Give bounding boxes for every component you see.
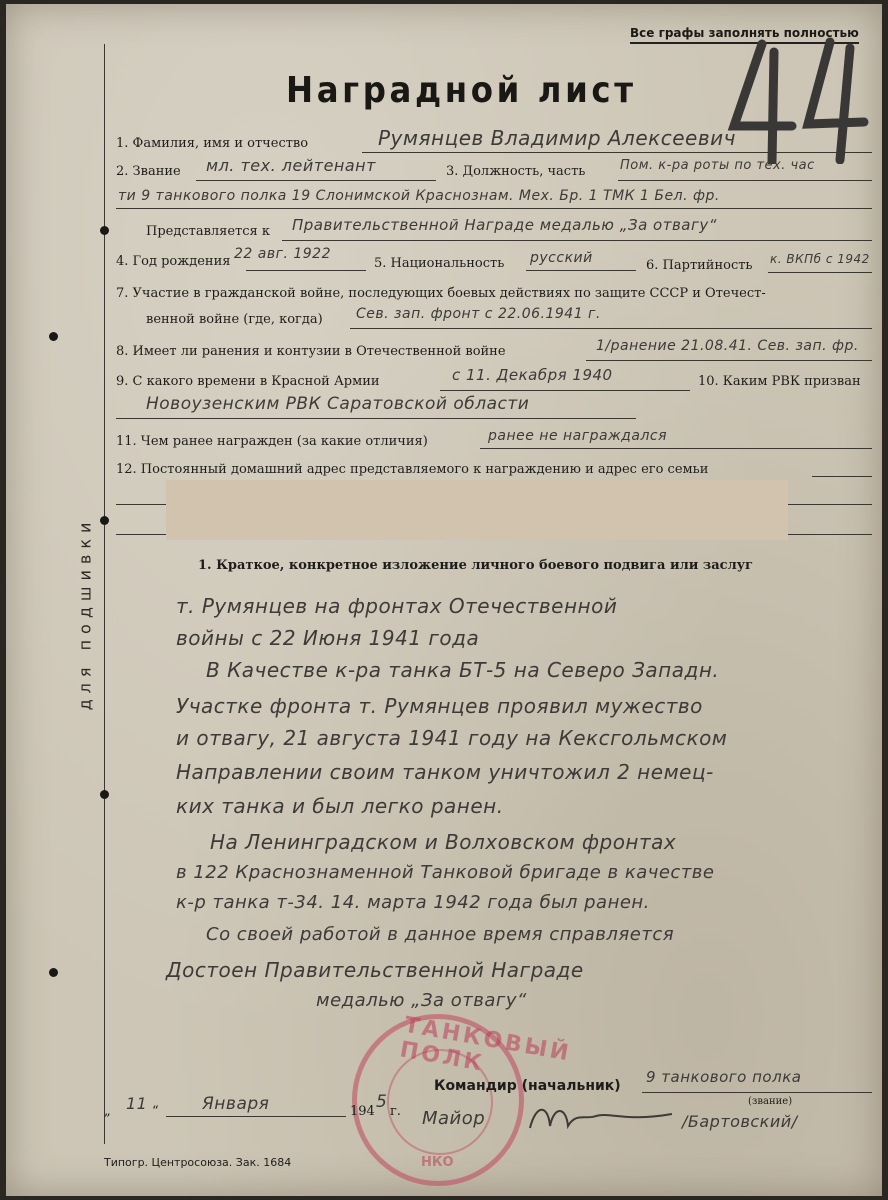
date-month: Января <box>202 1094 270 1114</box>
commander-label: Командир (начальник) <box>434 1078 621 1094</box>
feat-line: войны с 22 Июня 1941 года <box>176 626 480 650</box>
printer-note: Типогр. Центросоюза. Зак. 1684 <box>104 1156 292 1169</box>
field-4-label: 4. Год рождения <box>116 254 231 269</box>
date-year-hand: 5 <box>376 1092 388 1112</box>
field-6-label: 6. Партийность <box>646 258 753 273</box>
binding-label: для подшивки <box>75 516 95 711</box>
feat-line: ких танка и был легко ранен. <box>176 794 504 818</box>
punch-hole <box>100 790 109 799</box>
punch-hole <box>100 516 109 525</box>
field-3-value-a: Пом. к-ра роты по тех. час <box>620 158 815 173</box>
feat-line: В Качестве к-ра танка БТ-5 на Северо Западн. <box>206 658 720 682</box>
field-8-label: 8. Имеет ли ранения и контузии в Отечественной войне <box>116 344 506 359</box>
rank-caption: (звание) <box>748 1096 793 1107</box>
field-3-label: 3. Должность, часть <box>446 164 586 179</box>
presented-value: Правительственной Награде медалью „За отвагу“ <box>292 216 718 234</box>
award-sheet: для подшивки Все графы заполнять полностью Наградной лист 1. Фамилия, имя и отчество Румянцев Владимир Алексеевич 2. Звание мл. тех. лейтенант 3. Должность, часть Пом. к-ра роты по тех. час ти 9 танкового полка 19 Слонимской Краснознам. Мех. Бр. 1 ТМК 1 Бел. фр. Представляется к Правительственной Награде медалью „За отвагу“ 4. Год рождения 22 авг. 1922 5. Национальность русский 6. Партийность к. ВКПб с 1942 7. Участие в гражданской войне, последующих боевых действиях по защите СССР и Отечест- венной войне (где, когда) Сев. зап. фронт с 22.06.1941 г. 8. Имеет ли ранения и контузии в Отечественной войне 1/ранение 21.08.41. Сев. зап. фр. 9. С какого времени в Красной Армии с 11. Декабря 1940 10. Каким РВК призван Новоузенским РВК Саратовской области 11. Чем ранее награжден (за какие отличия) ранее не награждался 12. Постоянный домашний адрес представляемого к награждению и адрес его семьи 1. Краткое, конкретное изложение личного боевого подвига или заслуг т. Румянцев на фронтах Отечественной войны с 22 Июня 1941 года В Качестве к-ра танка БТ-5 на Северо Западн. Участке фронта т. Румянцев проявил мужество и отвагу, 21 августа 1941 году на Кексгольмском Направлении своим танком уничтожил 2 немец- ких танка и был легко ранен. На Ленинградском и Волховском фронтах в 122 Краснознаменной Танковой бригаде в качестве к-р танка т-34. 14. марта 1942 года был ранен. Со своей работой в данное время справляется Достоен Правительственной Награде медалью „За отвагу“ ТАНКОВЫЙ ПОЛК НКО Командир (начальник) 9 танкового полка (звание) „ 11 “ Января 194 5 г. Майор /Бартовский/ Типогр. Центросоюза. Зак. 1684 <box>6 4 882 1196</box>
feat-line: медалью „За отвагу“ <box>316 990 527 1011</box>
field-8-value: 1/ранение 21.08.41. Сев. зап. фр. <box>596 338 859 354</box>
punch-hole <box>100 226 109 235</box>
field-5-value: русский <box>530 250 593 266</box>
field-4-value: 22 авг. 1922 <box>234 246 331 262</box>
feat-line: в 122 Краснознаменной Танковой бригаде в качестве <box>176 862 715 883</box>
feat-line: Направлении своим танком уничтожил 2 немец- <box>176 760 714 784</box>
field-7-label-b: венной войне (где, когда) <box>146 312 323 327</box>
date-day: 11 <box>126 1094 148 1113</box>
field-3-value-b: ти 9 танкового полка 19 Слонимской Краснознам. Мех. Бр. 1 ТМК 1 Бел. фр. <box>118 188 720 204</box>
feat-line: Достоен Правительственной Награде <box>166 958 584 982</box>
field-7-label-a: 7. Участие в гражданской войне, последующих боевых действиях по защите СССР и Отечест- <box>116 286 766 301</box>
field-5-label: 5. Национальность <box>374 256 505 271</box>
field-7-value: Сев. зап. фронт с 22.06.1941 г. <box>356 306 601 322</box>
punch-hole <box>49 968 58 977</box>
fill-all-fields-note: Все графы заполнять полностью <box>630 26 859 44</box>
stamp-bottom-text: НКО <box>421 1155 454 1170</box>
handwritten-number <box>722 34 872 164</box>
field-1-value: Румянцев Владимир Алексеевич <box>378 126 736 150</box>
punch-hole <box>49 332 58 341</box>
field-2-label: 2. Звание <box>116 164 181 179</box>
field-1-label: 1. Фамилия, имя и отчество <box>116 136 309 151</box>
field-9-value: с 11. Декабря 1940 <box>452 366 613 384</box>
date-year-printed: 194 <box>350 1104 375 1119</box>
presented-label: Представляется к <box>146 224 270 239</box>
signature-scribble <box>526 1098 676 1138</box>
feat-line: На Ленинградском и Волховском фронтах <box>210 830 677 854</box>
binding-strip <box>18 44 105 1144</box>
field-10-label: 10. Каким РВК призван <box>698 374 861 389</box>
feat-line: Участке фронта т. Румянцев проявил мужество <box>176 694 703 718</box>
field-9-label: 9. С какого времени в Красной Армии <box>116 374 380 389</box>
field-11-label: 11. Чем ранее награжден (за какие отличия) <box>116 434 428 449</box>
feat-line: Со своей работой в данное время справляется <box>206 924 675 945</box>
field-6-value: к. ВКПб с 1942 <box>770 252 870 266</box>
feat-line: и отвагу, 21 августа 1941 году на Кексгольмском <box>176 726 728 750</box>
redacted-address <box>166 480 788 540</box>
rank-value: Майор <box>422 1108 486 1129</box>
date-suffix: г. <box>390 1104 401 1119</box>
field-11-value: ранее не награждался <box>488 428 668 444</box>
feat-line: т. Румянцев на фронтах Отечественной <box>176 594 618 618</box>
feat-line: к-р танка т-34. 14. марта 1942 года был ранен. <box>176 892 650 913</box>
feat-heading: 1. Краткое, конкретное изложение личного боевого подвига или заслуг <box>198 558 754 573</box>
signature-name: /Бартовский/ <box>682 1112 798 1131</box>
commander-unit: 9 танкового полка <box>646 1068 802 1086</box>
stamp-text: ТАНКОВЫЙ ПОЛК <box>397 1012 574 1077</box>
field-10-value: Новоузенским РВК Саратовской области <box>146 394 530 414</box>
document-title: Наградной лист <box>286 70 637 111</box>
field-2-value: мл. тех. лейтенант <box>206 156 376 175</box>
field-12-label: 12. Постоянный домашний адрес представляемого к награждению и адрес его семьи <box>116 462 709 477</box>
